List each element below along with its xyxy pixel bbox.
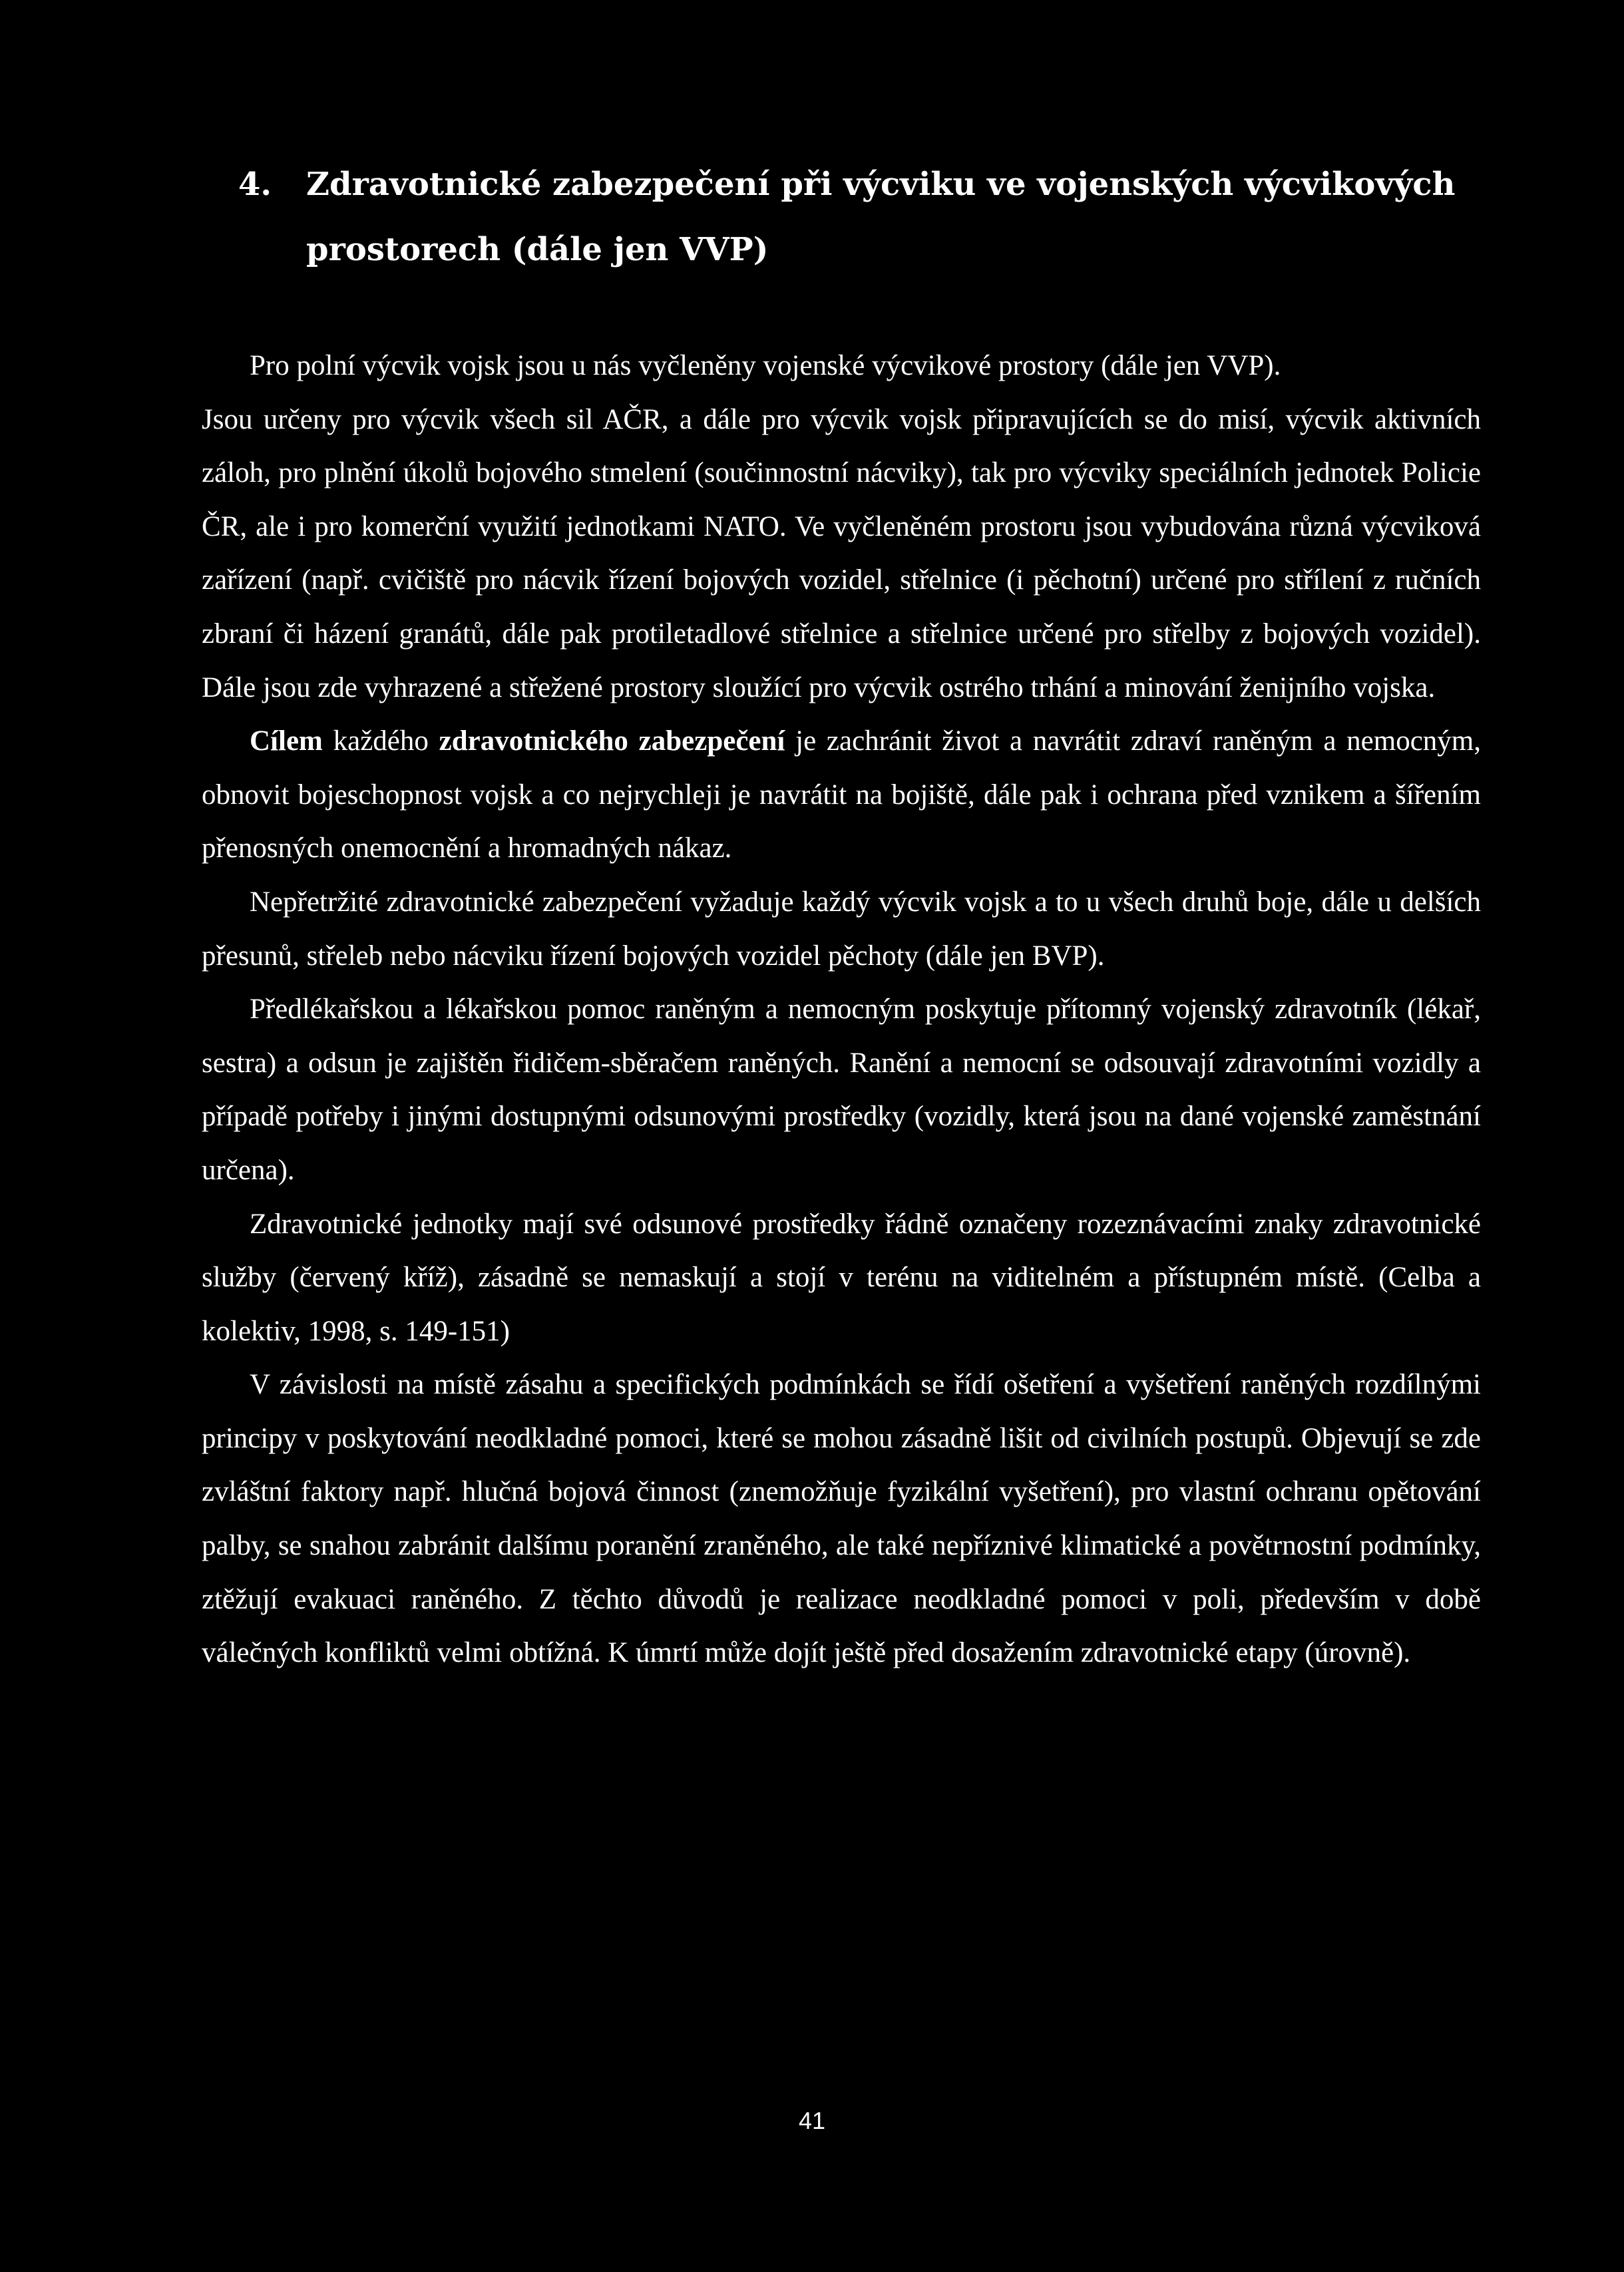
paragraph-medical-units: Zdravotnické jednotky mají své odsunové prostředky řádně označeny rozeznávacími znaky zdravotnické služby (červený kříž), zásadně se nemaskují a stojí v terénu na viditelném a přístupném místě. (Celba a kolektiv, 1998, s. 149-151) [202,1208,1481,1347]
paragraph-goal-connector: každého [322,725,439,757]
paragraph-goal [202,715,1481,876]
section-title-line-2: prostorech (dále jen VVP) [306,231,769,268]
paragraph-training-areas: Jsou určeny pro výcvik všech sil AČR, a dále pro výcvik vojsk připravujících se do misí, výcvik aktivních záloh, pro plnění úkolů bojového stmelení (součinnostní nácviky), tak pro výcviky speciálních jednotek Policie ČR, ale i pro komerční využití jednotkami NATO. Ve vyčleněném prostoru jsou vybudována různá výcviková zařízení (např. cvičiště pro nácvik řízení bojových vozidel, střelnice (i pěchotní) určené pro střílení z ručních zbraní či házení granátů, dále pak protiletadlové střelnice a střelnice určené pro střelby z bojových vozidel). Dále jsou zde vyhrazené a střežené prostory sloužící pro výcvik ostrého trhání a minování ženijního vojska. [202,403,1481,703]
section-title-line-1: Zdravotnické zabezpečení při výcviku ve vojenských výcvikových [306,166,1456,203]
section-heading [238,152,1490,282]
paragraph-goal-rest: je zachránit život a navrátit zdraví raněným a nemocným, obnovit bojeschopnost vojsk a co nejrychleji je navrátit na bojiště, dále pak i ochrana před vznikem a šířením přenosných onemocnění a hromadných nákaz. [202,725,1481,864]
section-number: 4. [238,166,272,203]
emphasis-goal: Cílem [250,725,323,757]
paragraph-intro: Pro polní výcvik vojsk jsou u nás vyčleněny vojenské výcvikové prostory (dále jen VVP). [250,350,1281,381]
body-text [202,339,1481,1680]
page-number: 41 [798,2107,826,2134]
paragraph-continuous-support: Nepřetržité zdravotnické zabezpečení vyžaduje každý výcvik vojsk a to u všech druhů boje, dále u delších přesunů, střeleb nebo nácviku řízení bojových vozidel pěchoty (dále jen BVP). [202,886,1481,972]
emphasis-medical-support: zdravotnického zabezpečení [439,725,785,757]
paragraph-first-aid: Předlékařskou a lékařskou pomoc raněným a nemocným poskytuje přítomný vojenský zdravotník (lékař, sestra) a odsun je zajištěn řidičem-sběračem raněných. Ranění a nemocní se odsouvají zdravotními vozidly a případě potřeby i jinými dostupnými odsunovými prostředky (vozidly, která jsou na dané vojenské zaměstnání určena). [202,994,1481,1186]
paragraph-field-conditions: V závislosti na místě zásahu a specifických podmínkách se řídí ošetření a vyšetření raněných rozdílnými principy v poskytování neodkladné pomoci, které se mohou zásadně lišit od civilních postupů. Objevují se zde zvláštní faktory např. hlučná bojová činnost (znemožňuje fyzikální vyšetření), pro vlastní ochranu opětování palby, se snahou zabránit dalšímu poranění zraněného, ale také nepříznivé klimatické a povětrnostní podmínky, ztěžují evakuaci raněného. Z těchto důvodů je realizace neodkladné pomoci v poli, především v době válečných konfliktů velmi obtížná. K úmrtí může dojít ještě před dosažením zdravotnické etapy (úrovně). [202,1369,1481,1669]
